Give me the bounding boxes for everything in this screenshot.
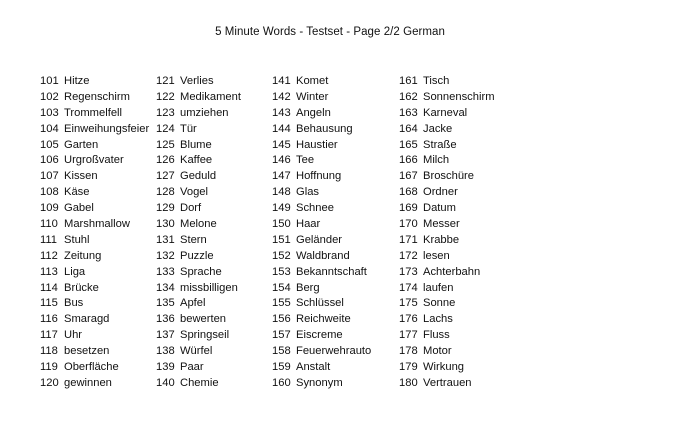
entry-number: 146: [272, 154, 291, 167]
entry-number: 124: [156, 122, 175, 135]
word-entry: [40, 106, 149, 122]
entry-number: 170: [399, 218, 418, 231]
entry-number: 107: [40, 170, 59, 183]
entry-word: Lachs: [423, 313, 453, 326]
entry-word: Wirkung: [423, 361, 465, 374]
entry-word: Gabel: [64, 202, 94, 215]
entry-number: 126: [156, 154, 175, 167]
entry-word: Straße: [423, 138, 457, 151]
entry-number: 120: [40, 376, 59, 389]
word-entry: [399, 153, 495, 169]
word-entry: [399, 233, 495, 249]
entry-number: 101: [40, 75, 59, 87]
entry-word: Motor: [423, 345, 452, 358]
entry-number: 179: [399, 361, 418, 374]
word-entry: [156, 169, 241, 185]
word-entry: [272, 233, 371, 249]
word-entry: [156, 344, 241, 360]
word-entry: [156, 376, 241, 392]
entry-word: Uhr: [64, 329, 83, 342]
entry-number: 156: [272, 313, 291, 326]
entry-word: Geländer: [296, 233, 343, 246]
word-entry: [272, 153, 371, 169]
entry-word: Hitze: [64, 75, 90, 87]
entry-number: 131: [156, 233, 175, 246]
entry-word: Haustier: [296, 138, 338, 151]
entry-number: 151: [272, 233, 291, 246]
word-column-3: [272, 74, 371, 392]
entry-number: 162: [399, 90, 418, 103]
entry-number: 171: [399, 233, 418, 246]
entry-number: 136: [156, 313, 175, 326]
word-entry: [40, 74, 149, 90]
word-entry: [272, 360, 371, 376]
entry-word: Hoffnung: [296, 170, 342, 183]
entry-number: 174: [399, 281, 418, 294]
entry-word: besetzen: [64, 345, 110, 358]
entry-number: 155: [272, 297, 291, 310]
entry-word: Dorf: [180, 202, 202, 215]
entry-word: Chemie: [180, 376, 219, 389]
word-column-2: [156, 74, 241, 392]
entry-number: 164: [399, 122, 418, 135]
entry-word: lesen: [423, 249, 450, 262]
entry-number: 112: [40, 249, 58, 262]
entry-number: 148: [272, 186, 291, 199]
entry-number: 135: [156, 297, 175, 310]
entry-word: Einweihungsfeier: [64, 122, 150, 135]
entry-word: Behausung: [296, 122, 353, 135]
entry-word: Krabbe: [423, 233, 460, 246]
entry-word: Würfel: [180, 345, 213, 358]
entry-word: Tee: [296, 154, 315, 167]
entry-number: 119: [40, 361, 58, 374]
entry-word: Schlüssel: [296, 297, 344, 310]
word-entry: [399, 138, 495, 154]
entry-word: Stern: [180, 233, 207, 246]
entry-word: Apfel: [180, 297, 206, 310]
entry-number: 159: [272, 361, 291, 374]
word-entry: [272, 217, 371, 233]
entry-number: 134: [156, 281, 175, 294]
entry-word: Puzzle: [180, 249, 214, 262]
word-entry: [40, 122, 149, 138]
entry-word: Karneval: [423, 106, 468, 119]
entry-number: 152: [272, 249, 291, 262]
word-entry: [399, 265, 495, 281]
entry-number: 116: [40, 313, 58, 326]
entry-number: 128: [156, 186, 175, 199]
entry-word: Angeln: [296, 106, 331, 119]
entry-word: Feuerwehrauto: [296, 345, 372, 358]
entry-number: 114: [40, 281, 58, 294]
page-title: 5 Minute Words - Testset - Page 2/2 German: [215, 26, 445, 38]
entry-word: Trommelfell: [64, 106, 123, 119]
word-entry: [272, 376, 371, 392]
entry-word: Reichweite: [296, 313, 351, 326]
entry-number: 165: [399, 138, 418, 151]
word-entry: [399, 106, 495, 122]
entry-word: Broschüre: [423, 170, 474, 183]
entry-word: Schnee: [296, 202, 334, 215]
word-entry: [156, 74, 241, 90]
entry-word: Kaffee: [180, 154, 213, 167]
entry-word: Käse: [64, 186, 90, 199]
entry-word: Sonne: [423, 297, 456, 310]
word-entry: [40, 201, 149, 217]
entry-word: Berg: [296, 281, 320, 294]
entry-number: 158: [272, 345, 291, 358]
entry-word: Waldbrand: [296, 249, 350, 262]
entry-word: Anstalt: [296, 361, 331, 374]
word-entry: [272, 201, 371, 217]
entry-word: Zeitung: [64, 249, 102, 262]
entry-word: Blume: [180, 138, 212, 151]
word-entry: [156, 90, 241, 106]
entry-number: 137: [156, 329, 175, 342]
entry-word: Haar: [296, 218, 321, 231]
word-entry: [156, 265, 241, 281]
entry-number: 149: [272, 202, 291, 215]
entry-number: 142: [272, 90, 291, 103]
word-entry: [40, 312, 149, 328]
entry-number: 130: [156, 218, 175, 231]
word-entry: [272, 138, 371, 154]
entry-number: 147: [272, 170, 291, 183]
entry-word: Garten: [64, 138, 99, 151]
entry-word: Jacke: [423, 122, 453, 135]
entry-number: 113: [40, 265, 58, 278]
entry-number: 129: [156, 202, 175, 215]
word-entry: [272, 122, 371, 138]
entry-word: Datum: [423, 202, 456, 215]
entry-word: Regenschirm: [64, 90, 130, 103]
entry-number: 178: [399, 345, 418, 358]
entry-word: Urgroßvater: [64, 154, 124, 167]
entry-word: bewerten: [180, 313, 227, 326]
entry-word: Tür: [180, 122, 197, 135]
word-entry: [272, 249, 371, 265]
word-entry: [272, 90, 371, 106]
word-entry: [156, 328, 241, 344]
entry-word: Liga: [64, 265, 86, 278]
entry-number: 125: [156, 138, 175, 151]
entry-number: 140: [156, 376, 175, 389]
entry-number: 160: [272, 376, 291, 389]
word-entry: [399, 376, 495, 392]
entry-number: 102: [40, 90, 59, 103]
entry-word: missbilligen: [180, 281, 238, 294]
entry-number: 139: [156, 361, 175, 374]
entry-word: Stuhl: [64, 233, 90, 246]
entry-word: Vertrauen: [423, 376, 472, 389]
word-entry: [156, 138, 241, 154]
entry-number: 132: [156, 249, 175, 262]
word-entry: [40, 169, 149, 185]
word-entry: [156, 153, 241, 169]
entry-number: 172: [399, 249, 418, 262]
word-entry: [156, 296, 241, 312]
word-column-1: [40, 74, 149, 392]
entry-number: 108: [40, 186, 59, 199]
entry-number: 154: [272, 281, 291, 294]
word-entry: [399, 312, 495, 328]
word-entry: [272, 265, 371, 281]
entry-number: 176: [399, 313, 418, 326]
entry-word: Winter: [296, 90, 329, 103]
entry-number: 161: [399, 75, 418, 87]
entry-word: Medikament: [180, 90, 241, 103]
entry-word: Brücke: [64, 281, 99, 294]
word-entry: [399, 90, 495, 106]
word-entry: [399, 169, 495, 185]
entry-number: 117: [40, 329, 58, 342]
entry-number: 118: [40, 345, 58, 358]
entry-word: Achterbahn: [423, 265, 481, 278]
word-entry: [399, 74, 495, 90]
entry-number: 163: [399, 106, 418, 119]
word-entry: [399, 328, 495, 344]
entry-word: Komet: [296, 75, 329, 87]
entry-number: 168: [399, 186, 418, 199]
entry-number: 166: [399, 154, 418, 167]
entry-number: 145: [272, 138, 291, 151]
entry-number: 157: [272, 329, 291, 342]
entry-number: 127: [156, 170, 175, 183]
word-entry: [272, 185, 371, 201]
word-entry: [399, 360, 495, 376]
word-entry: [156, 312, 241, 328]
word-entry: [156, 106, 241, 122]
word-entry: [272, 328, 371, 344]
entry-word: Ordner: [423, 186, 458, 199]
word-entry: [399, 249, 495, 265]
entry-word: Sprache: [180, 265, 222, 278]
word-entry: [40, 233, 149, 249]
word-entry: [272, 169, 371, 185]
entry-number: 175: [399, 297, 418, 310]
word-entry: [399, 217, 495, 233]
word-entry: [272, 74, 371, 90]
entry-number: 141: [272, 75, 291, 87]
word-entry: [156, 249, 241, 265]
entry-word: Synonym: [296, 376, 343, 389]
entry-word: Verlies: [180, 75, 214, 87]
entry-word: Marshmallow: [64, 218, 130, 231]
word-entry: [40, 249, 149, 265]
entry-number: 123: [156, 106, 175, 119]
entry-number: 177: [399, 329, 418, 342]
entry-word: Eiscreme: [296, 329, 343, 342]
word-entry: [399, 201, 495, 217]
entry-number: 122: [156, 90, 175, 103]
entry-word: Smaragd: [64, 313, 110, 326]
word-entry: [272, 296, 371, 312]
entry-word: Messer: [423, 218, 460, 231]
word-entry: [272, 106, 371, 122]
word-entry: [156, 185, 241, 201]
word-entry: [399, 296, 495, 312]
word-entry: [399, 344, 495, 360]
word-entry: [272, 312, 371, 328]
entry-number: 103: [40, 106, 59, 119]
word-entry: [156, 281, 241, 297]
entry-number: 150: [272, 218, 291, 231]
entry-number: 144: [272, 122, 291, 135]
word-entry: [399, 122, 495, 138]
entry-number: 115: [40, 297, 58, 310]
word-entry: [156, 217, 241, 233]
word-entry: [40, 296, 149, 312]
entry-word: Sonnenschirm: [423, 90, 495, 103]
entry-word: Bekanntschaft: [296, 265, 367, 278]
word-entry: [40, 265, 149, 281]
word-entry: [40, 344, 149, 360]
word-entry: [40, 138, 149, 154]
entry-word: Paar: [180, 361, 204, 374]
entry-word: Milch: [423, 154, 450, 167]
entry-word: Bus: [64, 297, 84, 310]
entry-number: 143: [272, 106, 291, 119]
word-entry: [156, 122, 241, 138]
entry-word: Fluss: [423, 329, 450, 342]
word-entry: [40, 281, 149, 297]
word-entry: [40, 328, 149, 344]
word-entry: [156, 233, 241, 249]
entry-number: 167: [399, 170, 418, 183]
word-entry: [40, 185, 149, 201]
entry-word: gewinnen: [64, 376, 112, 389]
entry-number: 180: [399, 376, 418, 389]
entry-number: 169: [399, 202, 418, 215]
entry-number: 133: [156, 265, 175, 278]
word-entry: [399, 281, 495, 297]
entry-word: Glas: [296, 186, 320, 199]
word-column-4: [399, 74, 495, 392]
entry-word: Melone: [180, 218, 217, 231]
entry-number: 106: [40, 154, 59, 167]
entry-number: 105: [40, 138, 59, 151]
entry-word: laufen: [423, 281, 454, 294]
entry-number: 104: [40, 122, 59, 135]
entry-word: Tisch: [423, 75, 450, 87]
word-entry: [40, 376, 149, 392]
word-entry: [272, 281, 371, 297]
word-entry: [40, 360, 149, 376]
entry-number: 121: [156, 75, 175, 87]
entry-number: 173: [399, 265, 418, 278]
word-entry: [272, 344, 371, 360]
word-entry: [156, 201, 241, 217]
entry-word: Geduld: [180, 170, 217, 183]
entry-number: 109: [40, 202, 59, 215]
entry-word: Kissen: [64, 170, 98, 183]
entry-word: umziehen: [180, 106, 229, 119]
entry-number: 138: [156, 345, 175, 358]
entry-word: Oberfläche: [64, 361, 119, 374]
entry-word: Springseil: [180, 329, 230, 342]
word-entry: [40, 153, 149, 169]
entry-word: Vogel: [180, 186, 208, 199]
word-entry: [40, 217, 149, 233]
entry-number: 111: [40, 233, 58, 246]
entry-number: 153: [272, 265, 291, 278]
word-entry: [156, 360, 241, 376]
entry-number: 110: [40, 218, 58, 231]
word-entry: [399, 185, 495, 201]
word-entry: [40, 90, 149, 106]
